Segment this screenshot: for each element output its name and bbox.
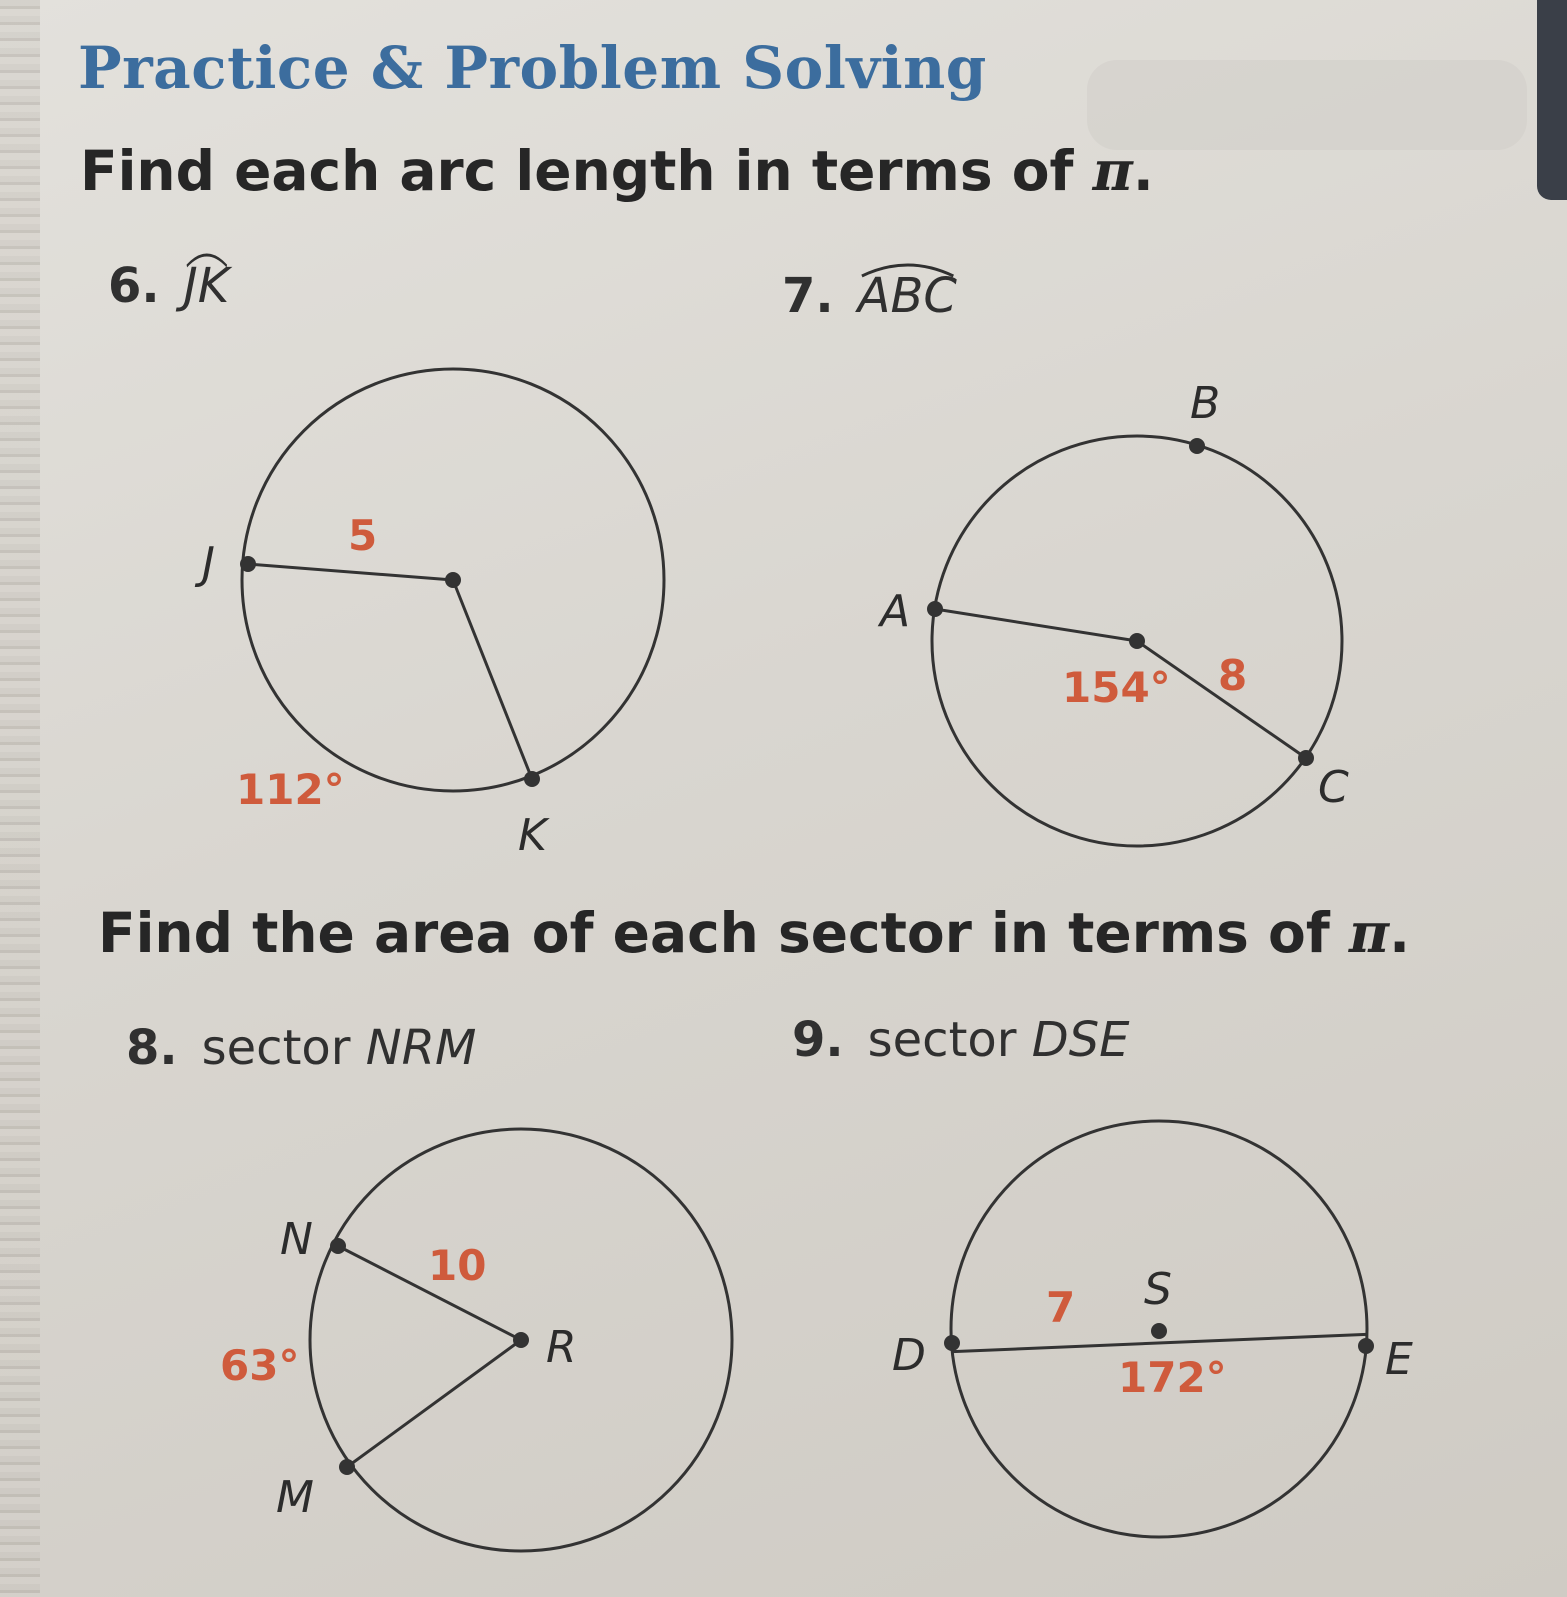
problem-6-label: 6. JK — [108, 258, 229, 314]
radius-label: 8 — [1218, 651, 1248, 700]
label-e: E — [1385, 1334, 1413, 1385]
figure-7-circle-abc — [877, 378, 1349, 846]
label-s: S — [1144, 1264, 1172, 1315]
angle-label: 63° — [220, 1341, 300, 1390]
arc-length-instruction: Find each arc length in terms of π. — [80, 138, 1154, 203]
sector-area-instruction: Find the area of each sector in terms of π. — [98, 900, 1411, 965]
label-d: D — [892, 1330, 926, 1381]
label-j: J — [202, 538, 215, 589]
label-k: K — [518, 810, 547, 861]
label-b: B — [1190, 378, 1221, 429]
radius-label: 5 — [348, 511, 378, 560]
center-point-s — [1151, 1323, 1167, 1339]
point-a — [927, 601, 943, 617]
radius-segment — [248, 564, 453, 580]
problem-8-label: 8. sector NRM — [126, 1020, 477, 1076]
pi-symbol: π — [1092, 138, 1133, 203]
point-m — [339, 1459, 355, 1475]
label-c: C — [1318, 762, 1349, 813]
label-r: R — [546, 1322, 577, 1373]
radius-segment — [347, 1340, 521, 1467]
label-n: N — [280, 1214, 313, 1265]
arc-abc-notation: ABC — [858, 268, 957, 324]
label-m: M — [276, 1472, 314, 1523]
radius-label: 10 — [428, 1241, 487, 1290]
point-e — [1358, 1338, 1374, 1354]
figure-8-sector-nrm — [220, 1129, 732, 1551]
arc-jk-notation: JK — [184, 258, 230, 314]
point-d — [944, 1335, 960, 1351]
center-point-r — [513, 1332, 529, 1348]
center-point — [445, 572, 461, 588]
figure-9-sector-dse — [892, 1121, 1413, 1537]
problem-9-label: 9. sector DSE — [792, 1012, 1130, 1068]
angle-label: 112° — [236, 765, 345, 814]
center-point — [1129, 633, 1145, 649]
radius-segment — [453, 580, 532, 779]
angle-label: 154° — [1062, 663, 1171, 712]
point-n — [330, 1238, 346, 1254]
label-a: A — [880, 586, 911, 637]
figure-6-circle-jk — [194, 369, 664, 861]
angle-label: 172° — [1118, 1353, 1227, 1402]
point-b — [1189, 438, 1205, 454]
radius-label: 7 — [1046, 1283, 1076, 1332]
point-c — [1298, 750, 1314, 766]
section-title: Practice & Problem Solving — [78, 34, 987, 102]
problem-7-label: 7. ABC — [782, 268, 957, 324]
pi-symbol: π — [1348, 900, 1390, 965]
point-j — [240, 556, 256, 572]
point-k — [524, 771, 540, 787]
radius-segment — [935, 609, 1137, 641]
